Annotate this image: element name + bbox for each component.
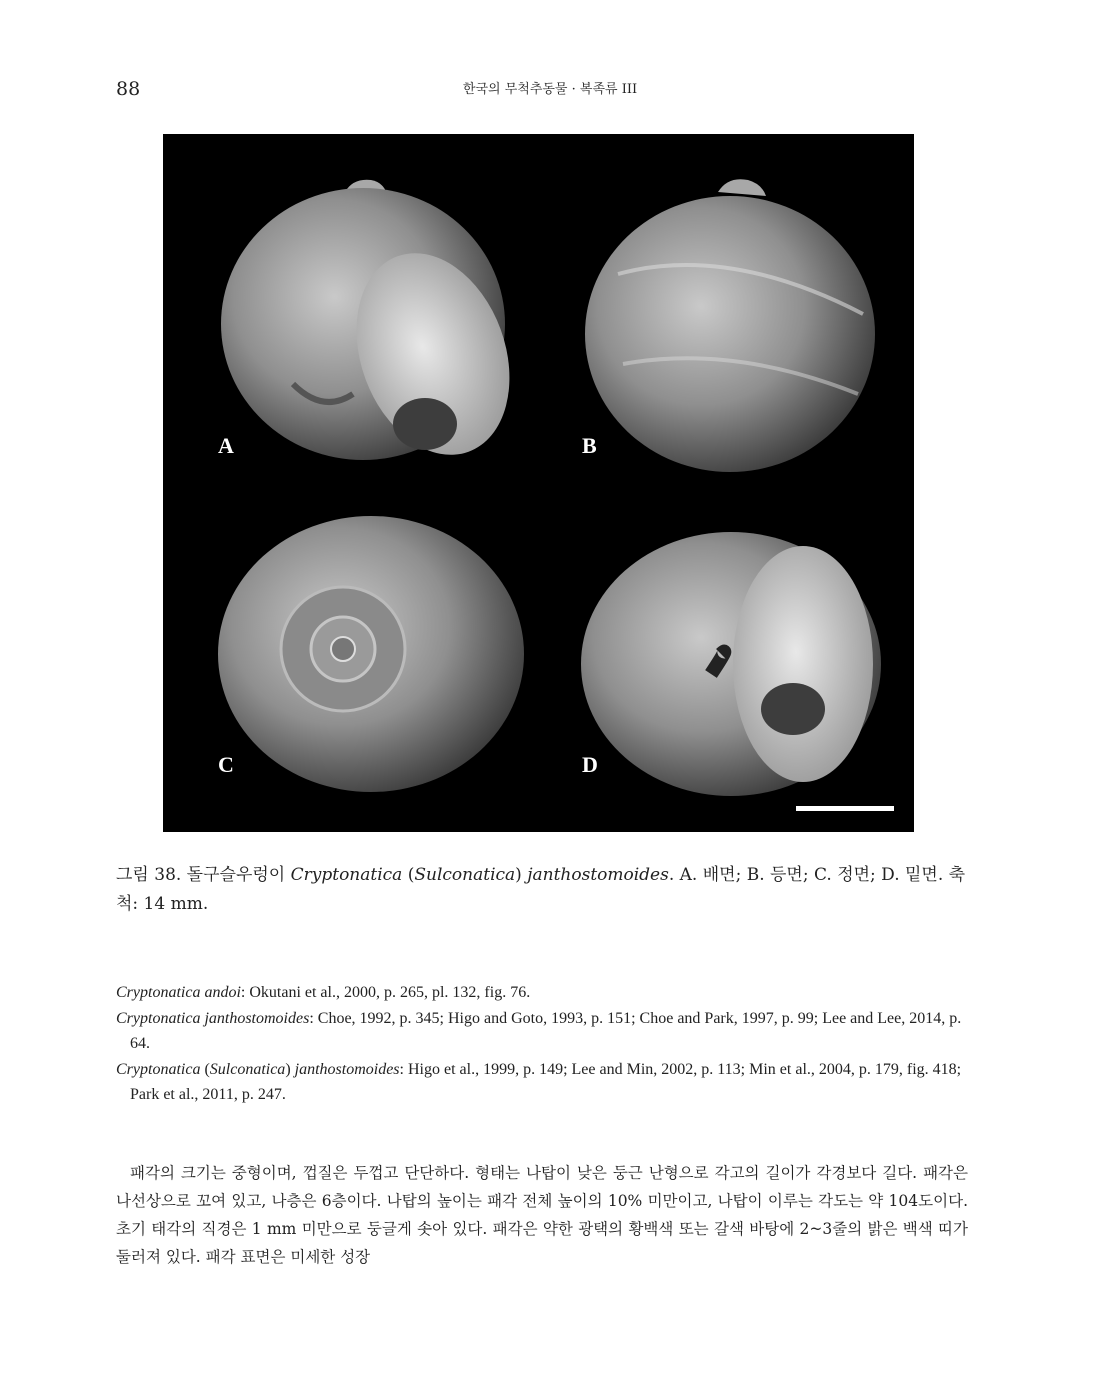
shell-d-umbilical-view [581,532,881,796]
panel-label-a: A [218,433,234,458]
synonym-subgenus: Sulconatica [209,1061,286,1078]
shell-photographs [163,134,914,832]
synonym-refs: : Okutani et al., 2000, p. 265, pl. 132, fig. 76. [240,984,531,1001]
caption-genus: Cryptonatica [290,865,403,885]
synonym-entry [116,980,968,1005]
panel-label-c: C [218,752,234,777]
description-paragraph: 패각의 크기는 중형이며, 껍질은 두껍고 단단하다. 형태는 나탑이 낮은 둥근 난형으로 각고의 길이가 각경보다 길다. 패각은 나선상으로 꼬여 있고, 나층은 6층이다. 나탑의 높이는 패각 전체 높이의 10% 미만이고, 나탑이 이루는 각도는 약 104도이다. 초기 태각의 직경은 1 mm 미만으로 둥글게 솟아 있다. 패각은 약한 광택의 황백색 또는 갈색 바탕에 2~3줄의 밝은 백색 띠가 둘러져 있다. 패각 표면은 미세한 성장 [116,1164,968,1266]
panel-label-d: D [582,752,598,777]
synonym-species: janthostomoides [294,1061,400,1078]
synonym-name: Cryptonatica andoi [116,984,241,1001]
caption-species: janthostomoides [527,865,669,885]
panel-label-b: B [582,433,597,458]
synonym-refs: : Higo et al., 1999, p. 149; Lee and Min, 2002, p. 113; Min et al., 2004, p. 179, fig. 418; Park et al., 2011, p. 247. [130,1061,962,1103]
figure-plate [163,134,914,832]
caption-prefix: 그림 38. 돌구슬우렁이 [116,865,291,885]
running-title: 한국의 무척추동물 · 복족류 III [462,82,638,97]
synonym-entry [116,1006,968,1056]
synonym-name: Cryptonatica janthostomoides [116,1010,310,1027]
shell-b-dorsal-view [585,179,875,472]
synonym-refs: : Choe, 1992, p. 345; Higo and Goto, 1993, p. 151; Choe and Park, 1997, p. 99; Lee and Lee, 2014, p. 64. [130,1010,962,1052]
caption-subgenus: Sulconatica [414,865,516,885]
synonymy-list [116,980,968,1108]
synonym-entry: Cryptonatica (Sulconatica) janthostomoides: Higo et al., 1999, p. 149; Lee and Min, 2002, p. 113; Min et al., 2004, p. 179, fig. 418; Park et al., 2011, p. 247. [116,1061,962,1103]
figure-caption: 그림 38. 돌구슬우렁이 Cryptonatica (Sulconatica) janthostomoides. A. 배면; B. 등면; C. 정면; D. 밑면. 축척: 14 mm. [116,865,966,914]
caption-rest: . A. 배면; B. 등면; C. 정면; D. 밑면. 축척: 14 mm. [116,865,966,914]
shell-a-apertural-view [221,180,536,477]
page-number: 88 [116,78,141,100]
scale-bar [796,806,894,811]
shell-c-apical-view [218,516,524,792]
synonym-genus: Cryptonatica [116,1061,201,1078]
